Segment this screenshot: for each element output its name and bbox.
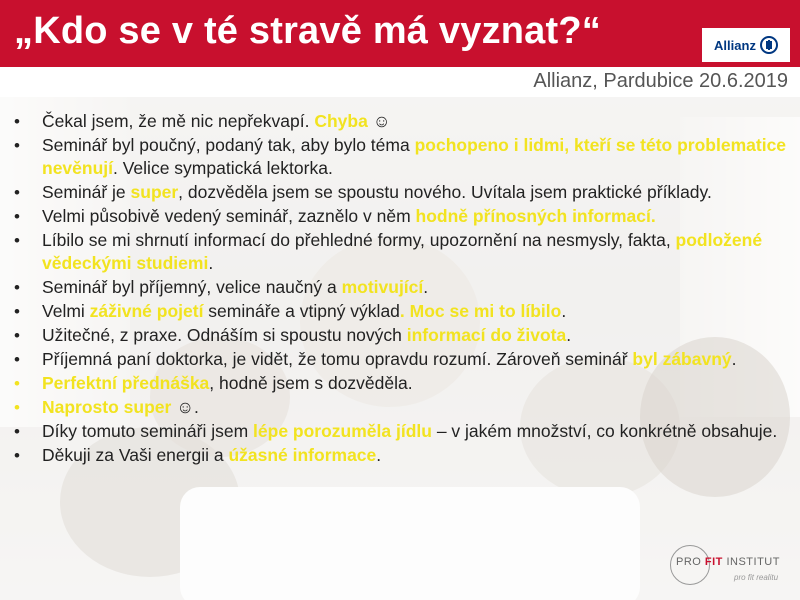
- bullet-icon: •: [14, 422, 20, 441]
- highlighted-text: úžasné informace: [228, 445, 377, 465]
- feedback-text: Seminář byl příjemný, velice naučný a: [42, 277, 342, 297]
- profit-institut-logo: [668, 540, 793, 595]
- page-title: „Kdo se v té stravě má vyznat?“: [14, 10, 601, 52]
- feedback-item: [10, 205, 790, 228]
- feedback-text: .: [731, 349, 737, 369]
- feedback-item: [10, 181, 790, 204]
- highlighted-text: podložené vědeckými studiemi: [42, 230, 763, 273]
- bullet-icon: •: [14, 278, 20, 297]
- feedback-item: [10, 444, 790, 467]
- bullet-icon: •: [14, 112, 20, 131]
- highlighted-text: hodně přínosných informací.: [415, 206, 656, 226]
- highlighted-text: Perfektní přednáška: [42, 373, 210, 393]
- feedback-item: [10, 420, 790, 443]
- highlighted-text: pochopeno i lidmi, kteří se této problematice nevěnují: [42, 135, 787, 178]
- bullet-icon: •: [14, 326, 20, 345]
- logo-wordmark: [676, 556, 780, 568]
- highlighted-text: super: [130, 182, 179, 202]
- feedback-text: Velmi působivě vedený seminář, zaznělo v něm: [42, 206, 416, 226]
- feedback-text: Seminář byl poučný, podaný tak, aby bylo téma: [42, 135, 415, 155]
- allianz-logo-text: Allianz: [714, 37, 756, 53]
- feedback-text: Velmi: [42, 301, 90, 321]
- feedback-text: , hodně jsem s dozvěděla.: [209, 373, 413, 393]
- feedback-item: [10, 372, 790, 395]
- logo-institut: INSTITUT: [726, 556, 780, 568]
- feedback-item: [10, 396, 790, 419]
- feedback-text: Děkuji za Vaši energii a: [42, 445, 229, 465]
- feedback-text: .: [376, 445, 382, 465]
- highlighted-text: motivující: [341, 277, 424, 297]
- logo-tagline: pro fit realitu: [734, 573, 779, 582]
- highlighted-text: záživné pojetí: [89, 301, 204, 321]
- feedback-text: .: [208, 253, 214, 273]
- bullet-icon: •: [14, 183, 20, 202]
- highlighted-text: byl zábavný: [632, 349, 732, 369]
- allianz-eagle-icon: [760, 36, 778, 54]
- feedback-text: .: [566, 325, 572, 345]
- feedback-text: Příjemná paní doktorka, je vidět, že tomu opravdu rozumí. Zároveň seminář: [42, 349, 633, 369]
- feedback-text: Užitečné, z praxe. Odnáším si spoustu nových: [42, 325, 407, 345]
- bullet-icon: •: [14, 398, 20, 417]
- feedback-item: [10, 229, 790, 275]
- feedback-item: [10, 348, 790, 371]
- highlighted-text: informací do života: [406, 325, 567, 345]
- logo-pro: PRO: [676, 556, 702, 568]
- bullet-icon: •: [14, 446, 20, 465]
- feedback-item: [10, 276, 790, 299]
- bullet-icon: •: [14, 231, 20, 250]
- header-bar: [0, 0, 800, 67]
- feedback-text: ☺.: [171, 397, 199, 417]
- feedback-text: Seminář je: [42, 182, 131, 202]
- feedback-item: [10, 134, 790, 180]
- feedback-text: , dozvěděla jsem se spoustu nového. Uvítala jsem praktické příklady.: [178, 182, 712, 202]
- subheader-bar: [0, 67, 800, 97]
- feedback-text: semináře a vtipný výklad: [203, 301, 400, 321]
- bullet-icon: •: [14, 374, 20, 393]
- feedback-item: [10, 110, 790, 133]
- feedback-text: ☺: [367, 111, 391, 131]
- highlighted-text: Chyba: [314, 111, 368, 131]
- event-subtitle: Allianz, Pardubice 20.6.2019: [533, 70, 788, 92]
- feedback-text: Čekal jsem, že mě nic nepřekvapí.: [42, 111, 315, 131]
- feedback-text: Líbilo se mi shrnutí informací do přehledné formy, upozornění na nesmysly, fakta,: [42, 230, 676, 250]
- feedback-text: .: [423, 277, 429, 297]
- feedback-text: . Velice sympatická lektorka.: [113, 158, 333, 178]
- feedback-text: Díky tomuto semináři jsem: [42, 421, 254, 441]
- allianz-logo: [702, 28, 790, 62]
- highlighted-text: . Moc se mi to líbilo: [399, 301, 562, 321]
- feedback-item: [10, 324, 790, 347]
- feedback-list: [10, 110, 790, 468]
- highlighted-text: lépe porozuměla jídlu: [253, 421, 432, 441]
- feedback-item: [10, 300, 790, 323]
- feedback-text: – v jakém množství, co konkrétně obsahuje.: [431, 421, 778, 441]
- logo-fit: FIT: [704, 556, 723, 568]
- highlighted-text: Naprosto super: [42, 397, 172, 417]
- bullet-icon: •: [14, 136, 20, 155]
- bullet-icon: •: [14, 302, 20, 321]
- feedback-text: .: [561, 301, 567, 321]
- bullet-icon: •: [14, 207, 20, 226]
- bullet-icon: •: [14, 350, 20, 369]
